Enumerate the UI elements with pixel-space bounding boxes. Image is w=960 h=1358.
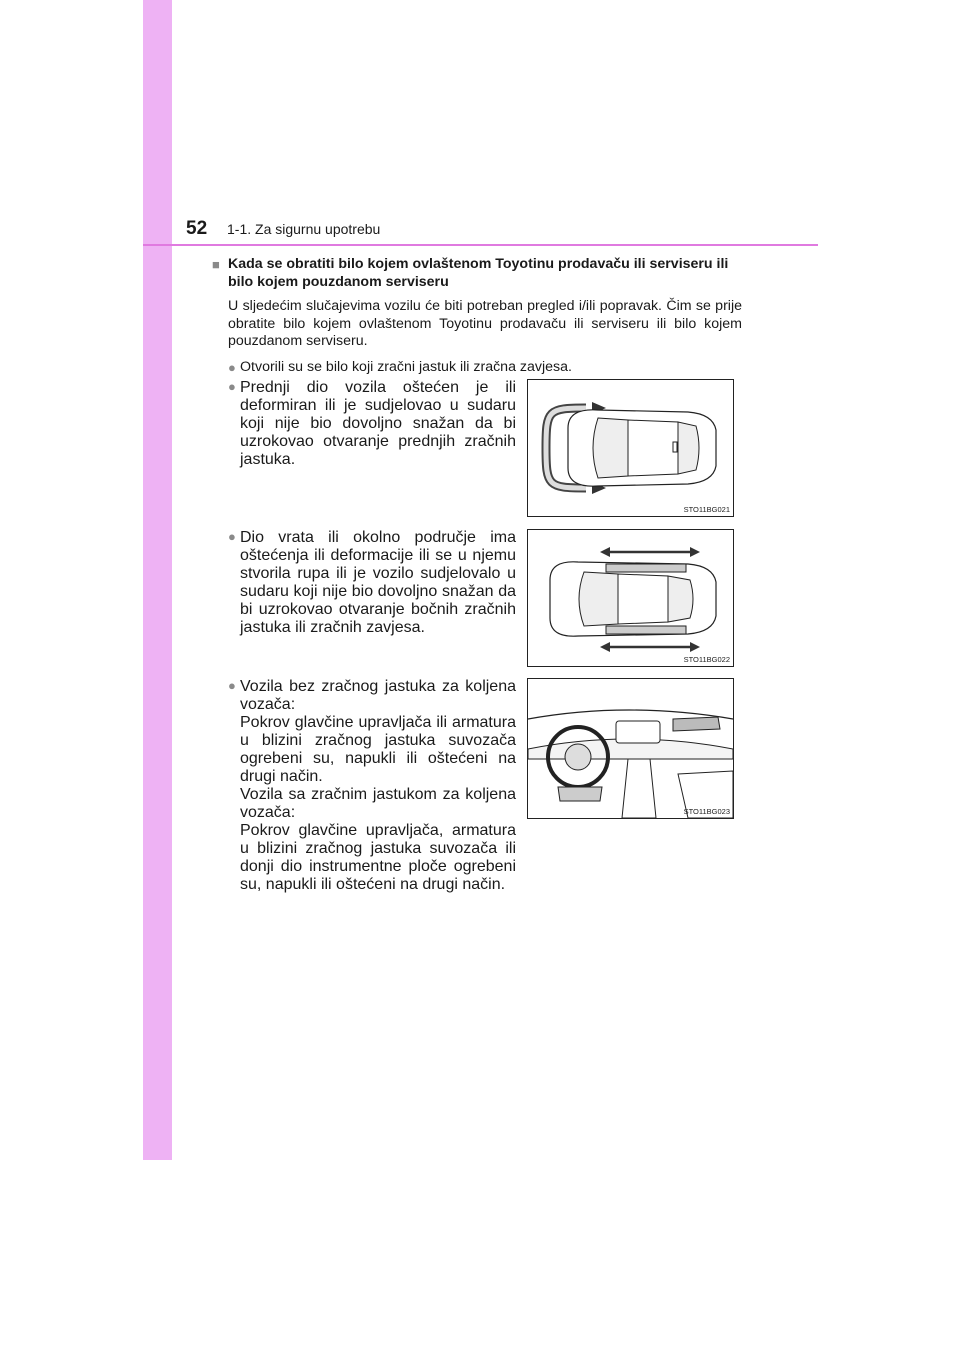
list-item-text: Otvorili su se bilo koji zračni jastuk ili zračna zavjesa. — [240, 358, 572, 375]
list-item-text: Dio vrata ili okolno područje ima oštećenja ili deformacije ili se u njemu stvorila rupa ili je vozilo sudjelovalo u sudaru koji nije bio dovoljno snažan da bi uzrokovao otvaranje bočnih zračnih jastuka ili zračnih zavjesa. — [240, 529, 516, 636]
section-heading — [212, 256, 742, 291]
header-rule — [143, 244, 818, 246]
heading-text: Kada se obratiti bilo kojem ovlaštenom Toyotinu prodavaču ili serviseru ili bilo kojem pouzdanom serviseru — [228, 256, 729, 290]
bullet-dot-icon: ● — [228, 359, 236, 375]
bullet-dot-icon: ● — [228, 678, 236, 693]
bullet-dot-icon: ● — [228, 529, 236, 544]
page-number: 52 — [186, 218, 208, 239]
bullet-dot-icon: ● — [228, 379, 236, 394]
condition-text: Pokrov glavčine upravljača, armatura u blizini zračnog jastuka suvozača ili donji dio instrumentne ploče ogrebeni su, napukli ili oštećeni na drugi način. — [240, 822, 516, 893]
figure-dashboard — [527, 678, 734, 819]
dashboard-interior-illustration — [528, 679, 733, 818]
car-top-view-side-illustration — [528, 530, 733, 666]
car-top-view-front-illustration — [528, 380, 733, 516]
figure-code: STO11BG021 — [683, 505, 730, 514]
list-item — [212, 359, 742, 377]
list-item-text: Prednji dio vozila oštećen je ili deformiran ili je sudjelovao u sudaru koji nije bio dovoljno snažan da bi uzrokovao otvaranje prednjih zračnih jastuka. — [240, 379, 516, 468]
figure-code: STO11BG023 — [683, 807, 730, 816]
condition-label: Vozila bez zračnog jastuka za koljena vozača: — [240, 678, 516, 713]
intro-paragraph: U sljedećim slučajevima vozilu će biti potreban pregled i/ili popravak. Čim se prije obratite bilo kojem ovlaštenom Toyotinu prodavaču ili serviseru ili bilo kojem pouzdanom serviseru. — [228, 298, 742, 350]
figure-front-damage — [527, 379, 734, 517]
side-tab — [143, 198, 172, 1160]
list-item-text — [240, 678, 516, 894]
condition-text: Pokrov glavčine upravljača ili armatura u blizini zračnog jastuka suvozača ogrebeni su, napukli ili oštećeni na drugi način. — [240, 714, 516, 785]
figure-side-damage — [527, 529, 734, 667]
figure-code: STO11BG022 — [683, 655, 730, 664]
content — [212, 256, 742, 377]
condition-label: Vozila sa zračnim jastukom za koljena vozača: — [240, 786, 516, 821]
square-bullet-icon: ■ — [212, 257, 220, 272]
section-title: 1-1. Za sigurnu upotrebu — [227, 221, 381, 237]
